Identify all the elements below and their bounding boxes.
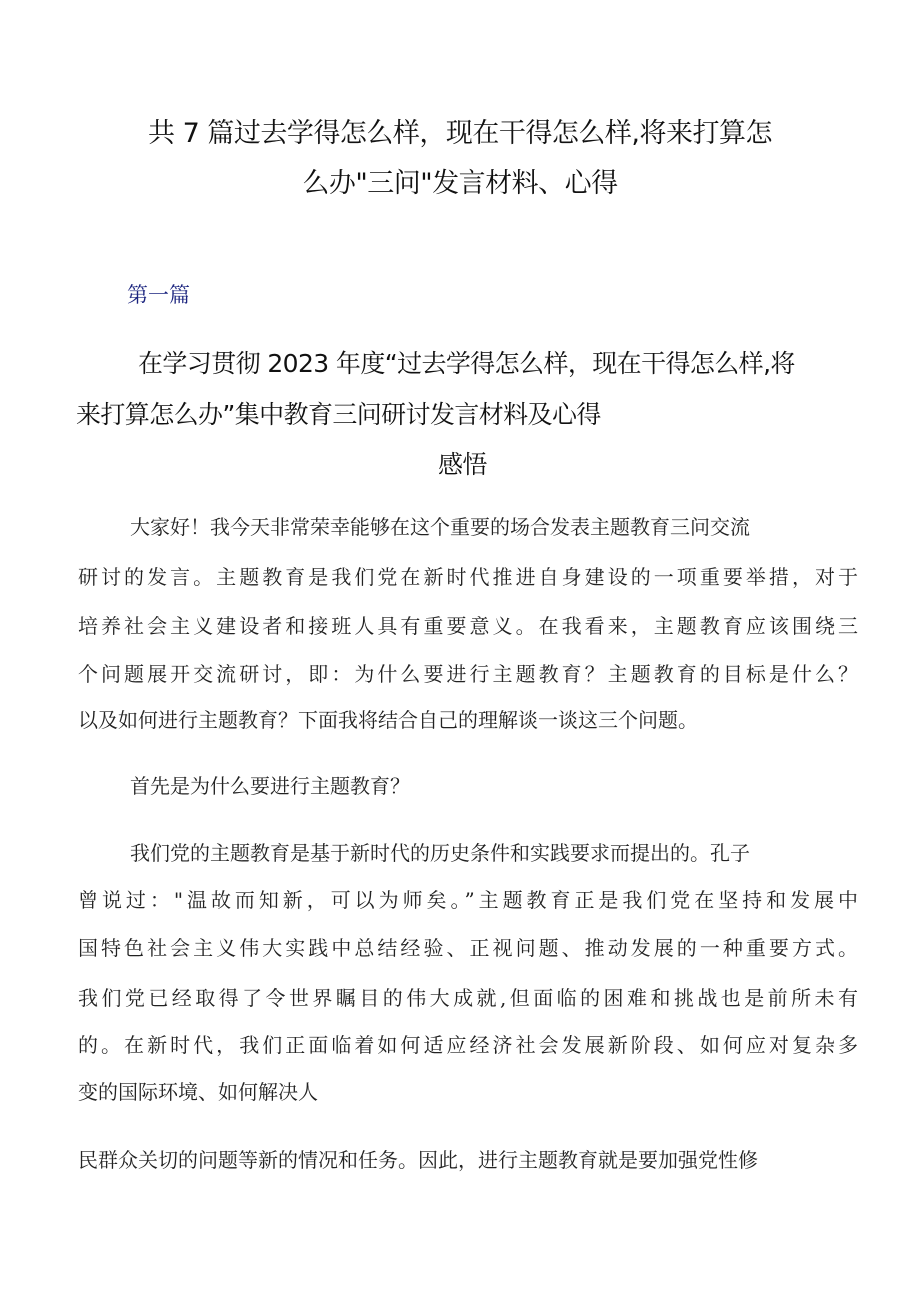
article-title-line-1: 在学习贯彻 2023 年度“过去学得怎么样，现在干得怎么样,将 xyxy=(138,349,795,378)
paragraph-3-line-2: 曾说过："温故而知新，可以为师矣。”主题教育正是我们党在坚持和发展中 xyxy=(78,888,858,912)
section-label: 第一篇 xyxy=(127,283,190,307)
article-title-line-3: 感悟 xyxy=(438,450,487,479)
paragraph-1-line-2: 研讨的发言。主题教育是我们党在新时代推进自身建设的一项重要举措，对于 xyxy=(78,565,858,589)
paragraph-3-line-1: 我们党的主题教育是基于新时代的历史条件和实践要求而提出的。孔子 xyxy=(130,841,750,865)
paragraph-1-line-5: 以及如何进行主题教育？下面我将结合自己的理解谈一谈这三个问题。 xyxy=(78,708,698,732)
paragraph-1-line-1: 大家好！我今天非常荣幸能够在这个重要的场合发表主题教育三问交流 xyxy=(130,515,750,539)
paragraph-2-line-1: 首先是为什么要进行主题教育？ xyxy=(130,774,410,798)
paragraph-1-line-4: 个问题展开交流研讨，即：为什么要进行主题教育？主题教育的目标是什么？ xyxy=(78,662,858,686)
paragraph-4-line-1: 民群众关切的问题等新的情况和任务。因此，进行主题教育就是要加强党性修 xyxy=(78,1148,758,1172)
paragraph-1-line-3: 培养社会主义建设者和接班人具有重要意义。在我看来，主题教育应该围绕三 xyxy=(78,614,858,638)
document-title-line-2: 么办"三问"发言材料、心得 xyxy=(302,168,618,199)
paragraph-3-line-5: 的。在新时代，我们正面临着如何适应经济社会发展新阶段、如何应对复杂多 xyxy=(78,1033,858,1057)
article-title-line-2: 来打算怎么办”集中教育三问研讨发言材料及心得 xyxy=(76,400,601,429)
paragraph-3-line-6: 变的国际环境、如何解决人 xyxy=(78,1080,318,1104)
document-title-line-1: 共 7 篇过去学得怎么样，现在干得怎么样,将来打算怎 xyxy=(148,118,772,149)
paragraph-3-line-3: 国特色社会主义伟大实践中总结经验、正视问题、推动发展的一种重要方式。 xyxy=(78,936,858,960)
paragraph-3-line-4: 我们党已经取得了令世界瞩目的伟大成就,但面临的困难和挑战也是前所未有 xyxy=(78,986,858,1010)
